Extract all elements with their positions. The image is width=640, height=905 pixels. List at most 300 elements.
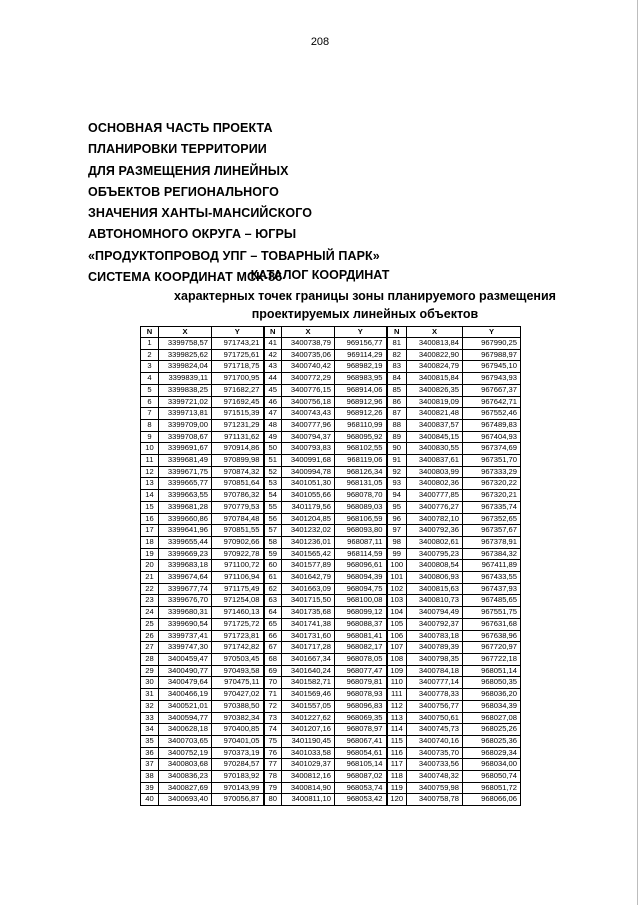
point-number: 97 xyxy=(387,525,407,537)
x-coordinate: 3400808,54 xyxy=(407,560,463,572)
x-coordinate: 3401179,56 xyxy=(282,501,335,513)
y-coordinate: 969114,29 xyxy=(335,349,387,361)
y-coordinate: 971718,75 xyxy=(212,361,264,373)
y-coordinate: 968131,05 xyxy=(335,478,387,490)
y-coordinate: 967357,67 xyxy=(463,525,521,537)
point-number: 45 xyxy=(264,384,282,396)
x-coordinate: 3399681,49 xyxy=(159,455,212,467)
point-number: 55 xyxy=(264,501,282,513)
y-coordinate: 968067,41 xyxy=(335,735,387,747)
header-x: X xyxy=(159,327,212,338)
point-number: 90 xyxy=(387,443,407,455)
x-coordinate: 3400703,65 xyxy=(159,735,212,747)
y-coordinate: 968095,92 xyxy=(335,431,387,443)
point-number: 107 xyxy=(387,642,407,654)
y-coordinate: 969156,77 xyxy=(335,338,387,350)
y-coordinate: 971723,81 xyxy=(212,630,264,642)
table-row xyxy=(141,513,521,525)
y-coordinate: 971175,49 xyxy=(212,583,264,595)
y-coordinate: 968114,59 xyxy=(335,548,387,560)
point-number: 47 xyxy=(264,408,282,420)
point-number: 50 xyxy=(264,443,282,455)
table-row xyxy=(141,607,521,619)
point-number: 91 xyxy=(387,455,407,467)
point-number: 25 xyxy=(141,618,159,630)
x-coordinate: 3399655,44 xyxy=(159,536,212,548)
point-number: 34 xyxy=(141,724,159,736)
point-number: 26 xyxy=(141,630,159,642)
table-row xyxy=(141,455,521,467)
y-coordinate: 970779,53 xyxy=(212,501,264,513)
x-coordinate: 3400827,69 xyxy=(159,782,212,794)
y-coordinate: 971725,61 xyxy=(212,349,264,361)
point-number: 7 xyxy=(141,408,159,420)
point-number: 71 xyxy=(264,689,282,701)
x-coordinate: 3401715,50 xyxy=(282,595,335,607)
y-coordinate: 968105,14 xyxy=(335,759,387,771)
x-coordinate: 3399747,30 xyxy=(159,642,212,654)
y-coordinate: 967990,25 xyxy=(463,338,521,350)
y-coordinate: 967352,65 xyxy=(463,513,521,525)
y-coordinate: 967485,65 xyxy=(463,595,521,607)
table-row xyxy=(141,408,521,420)
point-number: 92 xyxy=(387,466,407,478)
point-number: 22 xyxy=(141,583,159,595)
x-coordinate: 3399713,81 xyxy=(159,408,212,420)
point-number: 114 xyxy=(387,724,407,736)
y-coordinate: 968036,20 xyxy=(463,689,521,701)
point-number: 14 xyxy=(141,490,159,502)
point-number: 4 xyxy=(141,373,159,385)
x-coordinate: 3400752,19 xyxy=(159,747,212,759)
y-coordinate: 968088,37 xyxy=(335,618,387,630)
y-coordinate: 970401,05 xyxy=(212,735,264,747)
x-coordinate: 3400735,06 xyxy=(282,349,335,361)
point-number: 24 xyxy=(141,607,159,619)
point-number: 16 xyxy=(141,513,159,525)
page-edge-rule xyxy=(637,0,638,905)
coordinates-table xyxy=(140,326,521,806)
x-coordinate: 3400803,68 xyxy=(159,759,212,771)
point-number: 9 xyxy=(141,431,159,443)
x-coordinate: 3400782,10 xyxy=(407,513,463,525)
point-number: 52 xyxy=(264,466,282,478)
y-coordinate: 967638,96 xyxy=(463,630,521,642)
point-number: 115 xyxy=(387,735,407,747)
y-coordinate: 971742,82 xyxy=(212,642,264,654)
x-coordinate: 3400594,77 xyxy=(159,712,212,724)
x-coordinate: 3399708,67 xyxy=(159,431,212,443)
y-coordinate: 971682,27 xyxy=(212,384,264,396)
x-coordinate: 3401741,38 xyxy=(282,618,335,630)
y-coordinate: 968089,03 xyxy=(335,501,387,513)
y-coordinate: 970143,99 xyxy=(212,782,264,794)
y-coordinate: 970874,32 xyxy=(212,466,264,478)
y-coordinate: 968034,39 xyxy=(463,700,521,712)
y-coordinate: 970493,58 xyxy=(212,665,264,677)
y-coordinate: 967945,10 xyxy=(463,361,521,373)
y-coordinate: 971254,08 xyxy=(212,595,264,607)
y-coordinate: 971700,95 xyxy=(212,373,264,385)
y-coordinate: 970183,92 xyxy=(212,771,264,783)
x-coordinate: 3400819,09 xyxy=(407,396,463,408)
x-coordinate: 3400772,29 xyxy=(282,373,335,385)
point-number: 17 xyxy=(141,525,159,537)
point-number: 106 xyxy=(387,630,407,642)
x-coordinate: 3401207,16 xyxy=(282,724,335,736)
x-coordinate: 3399669,23 xyxy=(159,548,212,560)
heading-line: ОБЪЕКТОВ РЕГИОНАЛЬНОГО xyxy=(88,184,279,199)
y-coordinate: 968119,06 xyxy=(335,455,387,467)
x-coordinate: 3399838,25 xyxy=(159,384,212,396)
table-row xyxy=(141,700,521,712)
point-number: 94 xyxy=(387,490,407,502)
table-row xyxy=(141,794,521,806)
x-coordinate: 3401640,24 xyxy=(282,665,335,677)
point-number: 109 xyxy=(387,665,407,677)
point-number: 96 xyxy=(387,513,407,525)
y-coordinate: 967667,37 xyxy=(463,384,521,396)
y-coordinate: 968025,36 xyxy=(463,735,521,747)
point-number: 87 xyxy=(387,408,407,420)
y-coordinate: 967943,93 xyxy=(463,373,521,385)
table-row xyxy=(141,724,521,736)
x-coordinate: 3400994,78 xyxy=(282,466,335,478)
heading-line: «ПРОДУКТОПРОВОД УПГ – ТОВАРНЫЙ ПАРК» xyxy=(88,248,380,263)
x-coordinate: 3399824,04 xyxy=(159,361,212,373)
point-number: 83 xyxy=(387,361,407,373)
page-number: 208 xyxy=(310,36,330,48)
point-number: 89 xyxy=(387,431,407,443)
heading-line: ДЛЯ РАЗМЕЩЕНИЯ ЛИНЕЙНЫХ xyxy=(88,163,289,178)
x-coordinate: 3401569,46 xyxy=(282,689,335,701)
x-coordinate: 3400845,15 xyxy=(407,431,463,443)
x-coordinate: 3400793,83 xyxy=(282,443,335,455)
point-number: 39 xyxy=(141,782,159,794)
point-number: 15 xyxy=(141,501,159,513)
point-number: 23 xyxy=(141,595,159,607)
y-coordinate: 971460,13 xyxy=(212,607,264,619)
y-coordinate: 967551,75 xyxy=(463,607,521,619)
point-number: 46 xyxy=(264,396,282,408)
y-coordinate: 970914,86 xyxy=(212,443,264,455)
point-number: 36 xyxy=(141,747,159,759)
catalog-subtitle-line1: характерных точек границы зоны планируемого размещения xyxy=(174,289,556,303)
x-coordinate: 3400794,49 xyxy=(407,607,463,619)
point-number: 104 xyxy=(387,607,407,619)
y-coordinate: 968079,81 xyxy=(335,677,387,689)
table-row xyxy=(141,583,521,595)
x-coordinate: 3401055,66 xyxy=(282,490,335,502)
x-coordinate: 3400740,16 xyxy=(407,735,463,747)
table-row xyxy=(141,665,521,677)
y-coordinate: 968051,72 xyxy=(463,782,521,794)
x-coordinate: 3400806,93 xyxy=(407,572,463,584)
header-x: X xyxy=(407,327,463,338)
y-coordinate: 968106,59 xyxy=(335,513,387,525)
x-coordinate: 3401717,28 xyxy=(282,642,335,654)
y-coordinate: 970784,48 xyxy=(212,513,264,525)
x-coordinate: 3400759,98 xyxy=(407,782,463,794)
point-number: 28 xyxy=(141,653,159,665)
point-number: 75 xyxy=(264,735,282,747)
table-row xyxy=(141,443,521,455)
x-coordinate: 3399676,70 xyxy=(159,595,212,607)
y-coordinate: 970902,66 xyxy=(212,536,264,548)
table-row xyxy=(141,536,521,548)
point-number: 101 xyxy=(387,572,407,584)
x-coordinate: 3400745,73 xyxy=(407,724,463,736)
x-coordinate: 3400836,23 xyxy=(159,771,212,783)
x-coordinate: 3400758,78 xyxy=(407,794,463,806)
x-coordinate: 3400777,96 xyxy=(282,419,335,431)
x-coordinate: 3399681,28 xyxy=(159,501,212,513)
x-coordinate: 3401190,45 xyxy=(282,735,335,747)
x-coordinate: 3400810,73 xyxy=(407,595,463,607)
x-coordinate: 3400794,37 xyxy=(282,431,335,443)
y-coordinate: 968102,55 xyxy=(335,443,387,455)
y-coordinate: 968050,35 xyxy=(463,677,521,689)
y-coordinate: 967351,70 xyxy=(463,455,521,467)
table-row xyxy=(141,677,521,689)
x-coordinate: 3399674,64 xyxy=(159,572,212,584)
point-number: 68 xyxy=(264,653,282,665)
y-coordinate: 967433,55 xyxy=(463,572,521,584)
point-number: 38 xyxy=(141,771,159,783)
header-y: Y xyxy=(212,327,264,338)
y-coordinate: 968093,80 xyxy=(335,525,387,537)
y-coordinate: 967320,21 xyxy=(463,490,521,502)
y-coordinate: 968077,47 xyxy=(335,665,387,677)
table-row xyxy=(141,630,521,642)
x-coordinate: 3400792,36 xyxy=(407,525,463,537)
header-n: N xyxy=(387,327,407,338)
point-number: 72 xyxy=(264,700,282,712)
point-number: 10 xyxy=(141,443,159,455)
y-coordinate: 968053,74 xyxy=(335,782,387,794)
x-coordinate: 3399691,67 xyxy=(159,443,212,455)
y-coordinate: 968081,41 xyxy=(335,630,387,642)
y-coordinate: 968982,19 xyxy=(335,361,387,373)
point-number: 103 xyxy=(387,595,407,607)
x-coordinate: 3400628,18 xyxy=(159,724,212,736)
y-coordinate: 968050,74 xyxy=(463,771,521,783)
point-number: 18 xyxy=(141,536,159,548)
x-coordinate: 3401731,60 xyxy=(282,630,335,642)
y-coordinate: 970922,78 xyxy=(212,548,264,560)
x-coordinate: 3399709,00 xyxy=(159,419,212,431)
x-coordinate: 3401557,05 xyxy=(282,700,335,712)
point-number: 19 xyxy=(141,548,159,560)
point-number: 30 xyxy=(141,677,159,689)
y-coordinate: 970786,32 xyxy=(212,490,264,502)
x-coordinate: 3400821,48 xyxy=(407,408,463,420)
y-coordinate: 967335,74 xyxy=(463,501,521,513)
header-y: Y xyxy=(463,327,521,338)
point-number: 113 xyxy=(387,712,407,724)
x-coordinate: 3400777,14 xyxy=(407,677,463,689)
y-coordinate: 971515,39 xyxy=(212,408,264,420)
table-row xyxy=(141,759,521,771)
y-coordinate: 968912,96 xyxy=(335,396,387,408)
y-coordinate: 970427,02 xyxy=(212,689,264,701)
y-coordinate: 970851,64 xyxy=(212,478,264,490)
point-number: 80 xyxy=(264,794,282,806)
x-coordinate: 3399721,02 xyxy=(159,396,212,408)
table-header-row xyxy=(141,327,521,338)
point-number: 6 xyxy=(141,396,159,408)
point-number: 51 xyxy=(264,455,282,467)
point-number: 82 xyxy=(387,349,407,361)
x-coordinate: 3401582,71 xyxy=(282,677,335,689)
point-number: 61 xyxy=(264,572,282,584)
y-coordinate: 970899,98 xyxy=(212,455,264,467)
y-coordinate: 967411,89 xyxy=(463,560,521,572)
point-number: 86 xyxy=(387,396,407,408)
y-coordinate: 971231,29 xyxy=(212,419,264,431)
y-coordinate: 968078,93 xyxy=(335,689,387,701)
x-coordinate: 3400813,84 xyxy=(407,338,463,350)
x-coordinate: 3399683,18 xyxy=(159,560,212,572)
y-coordinate: 968100,08 xyxy=(335,595,387,607)
table-row xyxy=(141,490,521,502)
point-number: 119 xyxy=(387,782,407,794)
y-coordinate: 970503,45 xyxy=(212,653,264,665)
x-coordinate: 3399671,75 xyxy=(159,466,212,478)
x-coordinate: 3400830,55 xyxy=(407,443,463,455)
point-number: 57 xyxy=(264,525,282,537)
table-row xyxy=(141,548,521,560)
x-coordinate: 3399677,74 xyxy=(159,583,212,595)
y-coordinate: 967631,68 xyxy=(463,618,521,630)
point-number: 56 xyxy=(264,513,282,525)
y-coordinate: 968087,02 xyxy=(335,771,387,783)
point-number: 49 xyxy=(264,431,282,443)
x-coordinate: 3400789,39 xyxy=(407,642,463,654)
point-number: 85 xyxy=(387,384,407,396)
point-number: 21 xyxy=(141,572,159,584)
table-row xyxy=(141,712,521,724)
header-n: N xyxy=(141,327,159,338)
x-coordinate: 3400837,61 xyxy=(407,455,463,467)
point-number: 53 xyxy=(264,478,282,490)
point-number: 84 xyxy=(387,373,407,385)
table-row xyxy=(141,501,521,513)
y-coordinate: 968078,05 xyxy=(335,653,387,665)
x-coordinate: 3400824,79 xyxy=(407,361,463,373)
y-coordinate: 971743,21 xyxy=(212,338,264,350)
x-coordinate: 3399737,41 xyxy=(159,630,212,642)
point-number: 93 xyxy=(387,478,407,490)
header-n: N xyxy=(264,327,282,338)
x-coordinate: 3401667,34 xyxy=(282,653,335,665)
x-coordinate: 3400459,47 xyxy=(159,653,212,665)
y-coordinate: 968096,83 xyxy=(335,700,387,712)
y-coordinate: 971131,62 xyxy=(212,431,264,443)
point-number: 62 xyxy=(264,583,282,595)
x-coordinate: 3400802,36 xyxy=(407,478,463,490)
x-coordinate: 3400733,56 xyxy=(407,759,463,771)
heading-line: СИСТЕМА КООРДИНАТ МСК-86 xyxy=(88,270,283,285)
header-y: Y xyxy=(335,327,387,338)
point-number: 98 xyxy=(387,536,407,548)
table-row xyxy=(141,689,521,701)
x-coordinate: 3400777,85 xyxy=(407,490,463,502)
y-coordinate: 968078,97 xyxy=(335,724,387,736)
x-coordinate: 3401033,58 xyxy=(282,747,335,759)
x-coordinate: 3399825,62 xyxy=(159,349,212,361)
table-row xyxy=(141,595,521,607)
x-coordinate: 3400783,18 xyxy=(407,630,463,642)
y-coordinate: 968912,26 xyxy=(335,408,387,420)
point-number: 74 xyxy=(264,724,282,736)
point-number: 100 xyxy=(387,560,407,572)
y-coordinate: 970373,19 xyxy=(212,747,264,759)
point-number: 116 xyxy=(387,747,407,759)
point-number: 13 xyxy=(141,478,159,490)
y-coordinate: 968025,26 xyxy=(463,724,521,736)
y-coordinate: 967374,69 xyxy=(463,443,521,455)
point-number: 27 xyxy=(141,642,159,654)
x-coordinate: 3401236,01 xyxy=(282,536,335,548)
x-coordinate: 3401227,62 xyxy=(282,712,335,724)
y-coordinate: 968078,70 xyxy=(335,490,387,502)
table-row xyxy=(141,771,521,783)
y-coordinate: 968069,35 xyxy=(335,712,387,724)
y-coordinate: 968110,99 xyxy=(335,419,387,431)
point-number: 95 xyxy=(387,501,407,513)
x-coordinate: 3401577,89 xyxy=(282,560,335,572)
table-row xyxy=(141,384,521,396)
x-coordinate: 3400815,84 xyxy=(407,373,463,385)
table-row xyxy=(141,466,521,478)
x-coordinate: 3400991,68 xyxy=(282,455,335,467)
x-coordinate: 3400814,90 xyxy=(282,782,335,794)
x-coordinate: 3400812,16 xyxy=(282,771,335,783)
table-row xyxy=(141,735,521,747)
table-row xyxy=(141,478,521,490)
x-coordinate: 3400795,23 xyxy=(407,548,463,560)
y-coordinate: 967552,46 xyxy=(463,408,521,420)
point-number: 44 xyxy=(264,373,282,385)
point-number: 70 xyxy=(264,677,282,689)
table-row xyxy=(141,396,521,408)
y-coordinate: 971100,72 xyxy=(212,560,264,572)
point-number: 58 xyxy=(264,536,282,548)
y-coordinate: 968051,14 xyxy=(463,665,521,677)
table-row xyxy=(141,361,521,373)
x-coordinate: 3400811,10 xyxy=(282,794,335,806)
point-number: 48 xyxy=(264,419,282,431)
table-row xyxy=(141,525,521,537)
y-coordinate: 968053,42 xyxy=(335,794,387,806)
x-coordinate: 3401735,68 xyxy=(282,607,335,619)
point-number: 66 xyxy=(264,630,282,642)
table-body xyxy=(141,338,521,806)
point-number: 110 xyxy=(387,677,407,689)
x-coordinate: 3400822,90 xyxy=(407,349,463,361)
point-number: 29 xyxy=(141,665,159,677)
x-coordinate: 3399758,57 xyxy=(159,338,212,350)
x-coordinate: 3399690,54 xyxy=(159,618,212,630)
x-coordinate: 3400826,35 xyxy=(407,384,463,396)
point-number: 31 xyxy=(141,689,159,701)
y-coordinate: 968096,61 xyxy=(335,560,387,572)
y-coordinate: 967320,22 xyxy=(463,478,521,490)
point-number: 111 xyxy=(387,689,407,701)
catalog-subtitle-line2: проектируемых линейных объектов xyxy=(251,307,479,321)
y-coordinate: 968094,75 xyxy=(335,583,387,595)
